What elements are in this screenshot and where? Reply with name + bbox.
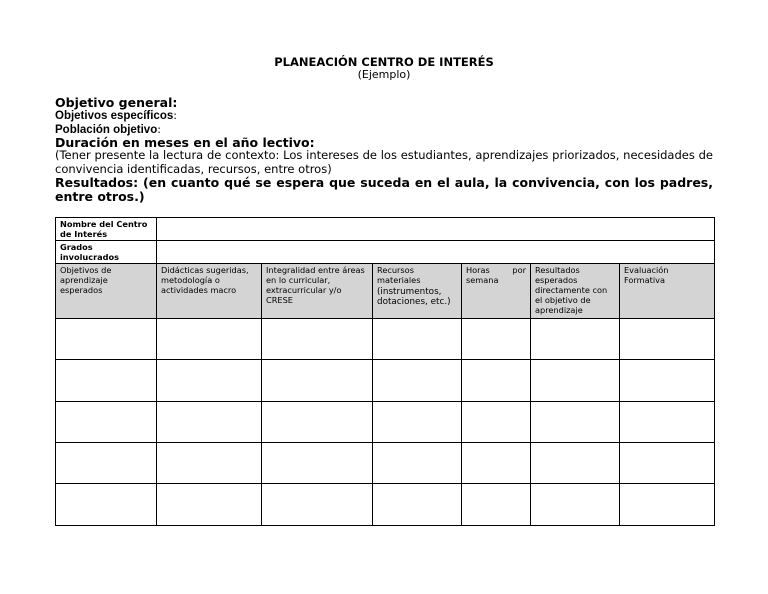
table-row [56,443,715,484]
table-cell[interactable] [157,319,262,360]
table-cell[interactable] [157,443,262,484]
table-cell[interactable] [373,484,462,526]
table-cell[interactable] [620,360,715,402]
table-cell[interactable] [531,443,620,484]
table-cell[interactable] [262,443,373,484]
header-recursos [373,264,462,319]
table-cell[interactable] [462,402,531,443]
table-cell[interactable] [462,443,531,484]
table-cell[interactable] [262,484,373,526]
table-cell[interactable] [620,319,715,360]
header-resultados: Resultados esperados directamente con el objetivo de aprendizaje [531,264,620,319]
table-cell[interactable] [56,443,157,484]
objetivos-especificos-colon: : [173,109,177,122]
table-row [56,360,715,402]
table-cell[interactable] [462,484,531,526]
table-cell[interactable] [262,360,373,402]
header-horas-c: semana [466,275,499,285]
header-didacticas: Didácticas sugeridas, metodología o actividades macro [157,264,262,319]
header-recursos-title: Recursos materiales [377,265,421,285]
table-cell[interactable] [462,319,531,360]
header-horas-a: Horas [466,265,490,275]
table-cell[interactable] [157,402,262,443]
table-cell[interactable] [373,443,462,484]
document-subtitle: (Ejemplo) [357,68,411,81]
table-cell[interactable] [373,360,462,402]
grados-involucrados-label: Grados involucrados [56,241,157,264]
table-cell[interactable] [620,484,715,526]
planning-table [55,217,715,526]
resultados-label: Resultados: (en cuanto qué se espera que suceda en el aula, la convivencia, con los padres, entre otros.) [55,175,713,204]
duracion-label: Duración en meses en el año lectivo: [55,135,315,150]
table-cell[interactable] [157,360,262,402]
contexto-note: (Tener presente la lectura de contexto: Los intereses de los estudiantes, aprendizajes priorizados, necesidades de convivencia identificadas, recursos, entre otros) [55,148,713,176]
objetivos-especificos-label: Objetivos específicos [55,110,174,122]
table-cell[interactable] [56,402,157,443]
table-row [56,484,715,526]
table-row [56,402,715,443]
table-cell[interactable] [531,484,620,526]
header-integralidad: Integralidad entre áreas en lo curricular, extracurricular y/o CRESE [262,264,373,319]
table-cell[interactable] [157,484,262,526]
table-header-row [56,264,715,319]
objetivos-especificos-line [55,109,713,123]
table-cell[interactable] [373,319,462,360]
header-evaluacion: Evaluación Formativa [620,264,715,319]
table-row-grados [56,241,715,264]
nombre-centro-value-cell[interactable] [157,218,715,241]
table-row-nombre [56,218,715,241]
table-cell[interactable] [262,402,373,443]
document-title: PLANEACIÓN CENTRO DE INTERÉS [274,55,494,69]
table-cell[interactable] [56,360,157,402]
header-horas-b: por [512,265,526,275]
poblacion-objetivo-colon: : [157,123,161,136]
table-cell[interactable] [531,319,620,360]
header-recursos-sub: (instrumentos, dotaciones, etc.) [377,287,451,307]
table-cell[interactable] [262,319,373,360]
grados-involucrados-value-cell[interactable] [157,241,715,264]
table-row [56,319,715,360]
poblacion-objetivo-label: Población objetivo [55,124,158,136]
table-cell[interactable] [620,443,715,484]
table-cell[interactable] [620,402,715,443]
table-cell[interactable] [56,484,157,526]
table-cell[interactable] [373,402,462,443]
table-cell[interactable] [462,360,531,402]
table-cell[interactable] [531,402,620,443]
header-horas [462,264,531,319]
table-cell[interactable] [56,319,157,360]
nombre-centro-label: Nombre del Centro de Interés [56,218,157,241]
table-cell[interactable] [531,360,620,402]
objetivo-general-label: Objetivo general: [55,95,178,110]
header-objetivos: Objetivos de aprendizaje esperados [56,264,157,319]
